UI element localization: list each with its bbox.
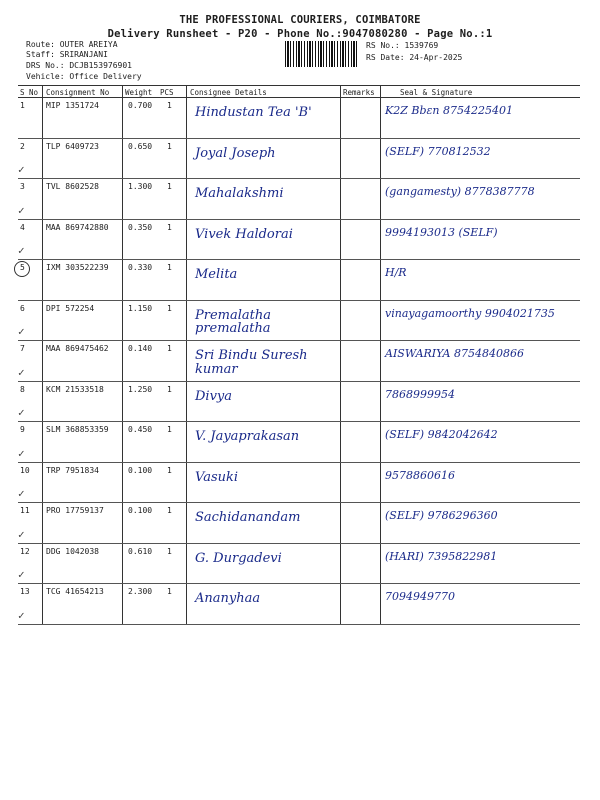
row-weight: 0.350 [128,222,153,232]
row-col-divider-5 [380,544,381,584]
row-sno: 10 [20,465,30,475]
row-weight: 0.330 [128,263,153,272]
check-mark-icon: ✓ [18,325,25,338]
row-sno: 5 [20,263,25,272]
row-col-divider-4 [340,503,341,543]
row-col-divider-2 [122,382,123,422]
row-col-divider-2 [122,422,123,462]
header-top-line [18,85,580,86]
row-col-divider-1 [42,341,43,381]
row-signature: (SELF) 770812532 [385,144,491,158]
col-consignment: Consignment No [46,88,110,97]
row-weight: 0.100 [128,506,153,515]
row-consignment: MAA 869742880 [46,222,109,232]
row-consignment: TRP 7951834 [46,465,99,475]
row-weight: 0.140 [128,344,153,353]
row-col-divider-3 [186,584,187,624]
row-consignee: G. Durgadevi [195,550,282,566]
row-sno: 7 [20,344,25,353]
row-col-divider-1 [42,503,43,543]
row-col-divider-4 [340,544,341,584]
row-divider [18,543,580,544]
col-sno: S No [20,88,39,97]
row-pcs: 1 [167,303,172,313]
row-col-divider-1 [42,179,43,219]
row-col-divider-5 [380,584,381,624]
company-title: THE PROFESSIONAL COURIERS, COIMBATORE [179,14,421,26]
sno-circle-mark [14,261,30,277]
row-consignment: IXM 303522239 [46,263,109,272]
row-signature: 7094949770 [385,590,455,603]
row-consignment: TLP 6409723 [46,141,99,151]
row-consignee: Sachidanandam [195,510,301,525]
row-col-divider-4 [340,301,341,341]
row-signature: K2Z Bbɛn 8754225401 [385,104,513,117]
row-consignment: DDG 1042038 [46,546,99,556]
row-col-divider-4 [340,463,341,503]
row-signature: 9994193013 (SELF) [385,225,498,239]
row-divider [18,381,580,382]
row-col-divider-2 [122,260,123,300]
row-consignee: Ananyhaa [195,591,261,606]
row-consignee: Melita [195,267,238,282]
row-pcs: 1 [167,587,172,596]
row-col-divider-5 [380,98,381,138]
row-col-divider-3 [186,139,187,179]
row-col-divider-3 [186,503,187,543]
col-divider-5 [380,85,381,97]
row-col-divider-2 [122,301,123,341]
row-sno: 3 [20,182,25,191]
row-consignment: SLM 368853359 [46,425,109,434]
row-col-divider-1 [42,584,43,624]
row-col-divider-4 [340,139,341,179]
row-sno: 9 [20,425,25,434]
row-col-divider-4 [340,260,341,300]
row-col-divider-5 [380,220,381,260]
row-weight: 1.150 [128,303,153,313]
row-weight: 0.650 [128,141,153,151]
row-weight: 0.700 [128,101,153,110]
rs-date: RS Date: 24-Apr-2025 [366,53,463,62]
row-col-divider-5 [380,422,381,462]
row-consignee: Joyal Joseph [195,145,276,161]
row-divider [18,624,580,625]
row-pcs: 1 [167,344,172,353]
row-col-divider-1 [42,139,43,179]
row-sno: 8 [20,384,25,394]
row-consignment: KCM 21533518 [46,384,104,394]
row-consignee: Hindustan Tea 'B' [195,105,312,120]
row-divider [18,502,580,503]
row-divider [18,259,580,260]
row-col-divider-1 [42,260,43,300]
row-sno: 4 [20,222,25,232]
row-col-divider-2 [122,179,123,219]
check-mark-icon: ✓ [18,568,25,581]
row-col-divider-3 [186,463,187,503]
row-col-divider-4 [340,220,341,260]
check-mark-icon: ✓ [18,487,25,500]
col-seal: Seal & Signature [400,88,473,97]
row-divider [18,340,580,341]
vehicle: Vehicle: Office Delivery [26,72,142,81]
row-col-divider-1 [42,544,43,584]
row-col-divider-2 [122,503,123,543]
row-col-divider-1 [42,98,43,138]
row-col-divider-5 [380,139,381,179]
row-consignment: MIP 1351724 [46,101,99,110]
row-weight: 0.450 [128,425,153,434]
row-col-divider-4 [340,98,341,138]
row-col-divider-4 [340,584,341,624]
col-pcs: PCS [160,88,174,97]
barcode [285,41,357,67]
row-signature: (SELF) 9842042642 [385,428,498,441]
row-weight: 0.100 [128,465,153,475]
row-consignee: V. Jayaprakasan [195,429,300,444]
row-sno: 12 [20,546,30,556]
drs-number: DRS No.: DCJB153976901 [26,61,132,70]
row-col-divider-2 [122,544,123,584]
row-signature: (HARI) 7395822981 [385,549,498,563]
row-col-divider-5 [380,179,381,219]
check-mark-icon: ✓ [18,527,25,541]
col-divider-4 [340,85,341,97]
row-sno: 1 [20,101,25,110]
row-consignment: DPI 572254 [46,303,95,313]
col-weight: Weight [125,88,153,97]
row-sno: 2 [20,141,25,151]
col-divider-2 [122,85,123,97]
row-pcs: 1 [167,384,172,394]
row-col-divider-4 [340,422,341,462]
row-col-divider-3 [186,341,187,381]
col-consignee: Consignee Details [190,88,267,97]
col-remarks: Remarks [343,88,375,97]
row-consignee: Mahalakshmi [195,186,284,201]
row-weight: 2.300 [128,587,153,596]
row-pcs: 1 [167,425,172,434]
row-col-divider-5 [380,341,381,381]
row-weight: 1.300 [128,182,153,191]
row-consignment: PRO 17759137 [46,506,104,515]
row-divider [18,583,580,584]
row-col-divider-2 [122,220,123,260]
row-col-divider-2 [122,584,123,624]
row-col-divider-5 [380,382,381,422]
col-divider-3 [186,85,187,97]
row-consignee: Premalatha premalatha [195,307,271,337]
row-col-divider-5 [380,503,381,543]
row-signature: vinayagamoorthy 9904021735 [385,306,555,320]
row-col-divider-3 [186,98,187,138]
row-pcs: 1 [167,182,172,191]
row-divider [18,178,580,179]
row-sno: 11 [20,506,30,515]
row-signature: 9578860616 [385,468,455,482]
row-col-divider-1 [42,422,43,462]
runsheet-subtitle: Delivery Runsheet - P20 - Phone No.:9047080280 - Page No.:1 [107,28,493,40]
row-signature: (SELF) 9786296360 [385,509,498,522]
row-consignee: Vivek Haldorai [195,226,293,242]
route: Route: OUTER AREIYA [26,40,118,49]
row-pcs: 1 [167,141,172,151]
row-divider [18,219,580,220]
header-bottom-line [18,97,580,98]
col-divider-1 [42,85,43,97]
row-col-divider-3 [186,544,187,584]
row-divider [18,462,580,463]
row-weight: 1.250 [128,384,153,394]
row-divider [18,138,580,139]
row-pcs: 1 [167,101,172,110]
row-col-divider-3 [186,301,187,341]
row-signature: AISWARIYA 8754840866 [385,347,524,360]
row-col-divider-4 [340,179,341,219]
row-consignment: TCG 41654213 [46,587,104,596]
check-mark-icon: ✓ [18,365,25,379]
check-mark-icon: ✓ [18,608,25,622]
row-pcs: 1 [167,465,172,475]
row-col-divider-5 [380,463,381,503]
row-pcs: 1 [167,263,172,272]
row-pcs: 1 [167,546,172,556]
row-consignee: Divya [195,388,233,404]
row-weight: 0.610 [128,546,153,556]
row-col-divider-1 [42,382,43,422]
row-col-divider-2 [122,98,123,138]
row-col-divider-4 [340,382,341,422]
row-divider [18,421,580,422]
check-mark-icon: ✓ [18,406,25,419]
row-pcs: 1 [167,506,172,515]
check-mark-icon: ✓ [18,163,25,176]
row-consignment: MAA 869475462 [46,344,109,353]
row-col-divider-1 [42,301,43,341]
row-signature: (gangamesty) 8778387778 [385,185,535,198]
staff: Staff: SRIRANJANI [26,50,108,59]
row-signature: 7868999954 [385,387,455,401]
row-col-divider-5 [380,301,381,341]
check-mark-icon: ✓ [18,203,25,217]
row-pcs: 1 [167,222,172,232]
row-col-divider-3 [186,382,187,422]
row-col-divider-3 [186,179,187,219]
row-col-divider-2 [122,463,123,503]
rs-number: RS No.: 1539769 [366,41,439,50]
check-mark-icon: ✓ [18,446,25,460]
row-sno: 6 [20,303,25,313]
row-col-divider-2 [122,139,123,179]
row-consignment: TVL 8602528 [46,182,99,191]
row-col-divider-5 [380,260,381,300]
row-col-divider-3 [186,220,187,260]
row-consignee: Vasuki [195,469,239,485]
row-col-divider-2 [122,341,123,381]
check-mark-icon: ✓ [18,244,25,257]
row-sno: 13 [20,587,30,596]
row-col-divider-1 [42,463,43,503]
row-divider [18,300,580,301]
row-col-divider-1 [42,220,43,260]
row-col-divider-4 [340,341,341,381]
row-col-divider-3 [186,422,187,462]
row-signature: H/R [385,266,407,279]
row-col-divider-3 [186,260,187,300]
row-consignee: Sri Bindu Suresh kumar [195,348,308,377]
